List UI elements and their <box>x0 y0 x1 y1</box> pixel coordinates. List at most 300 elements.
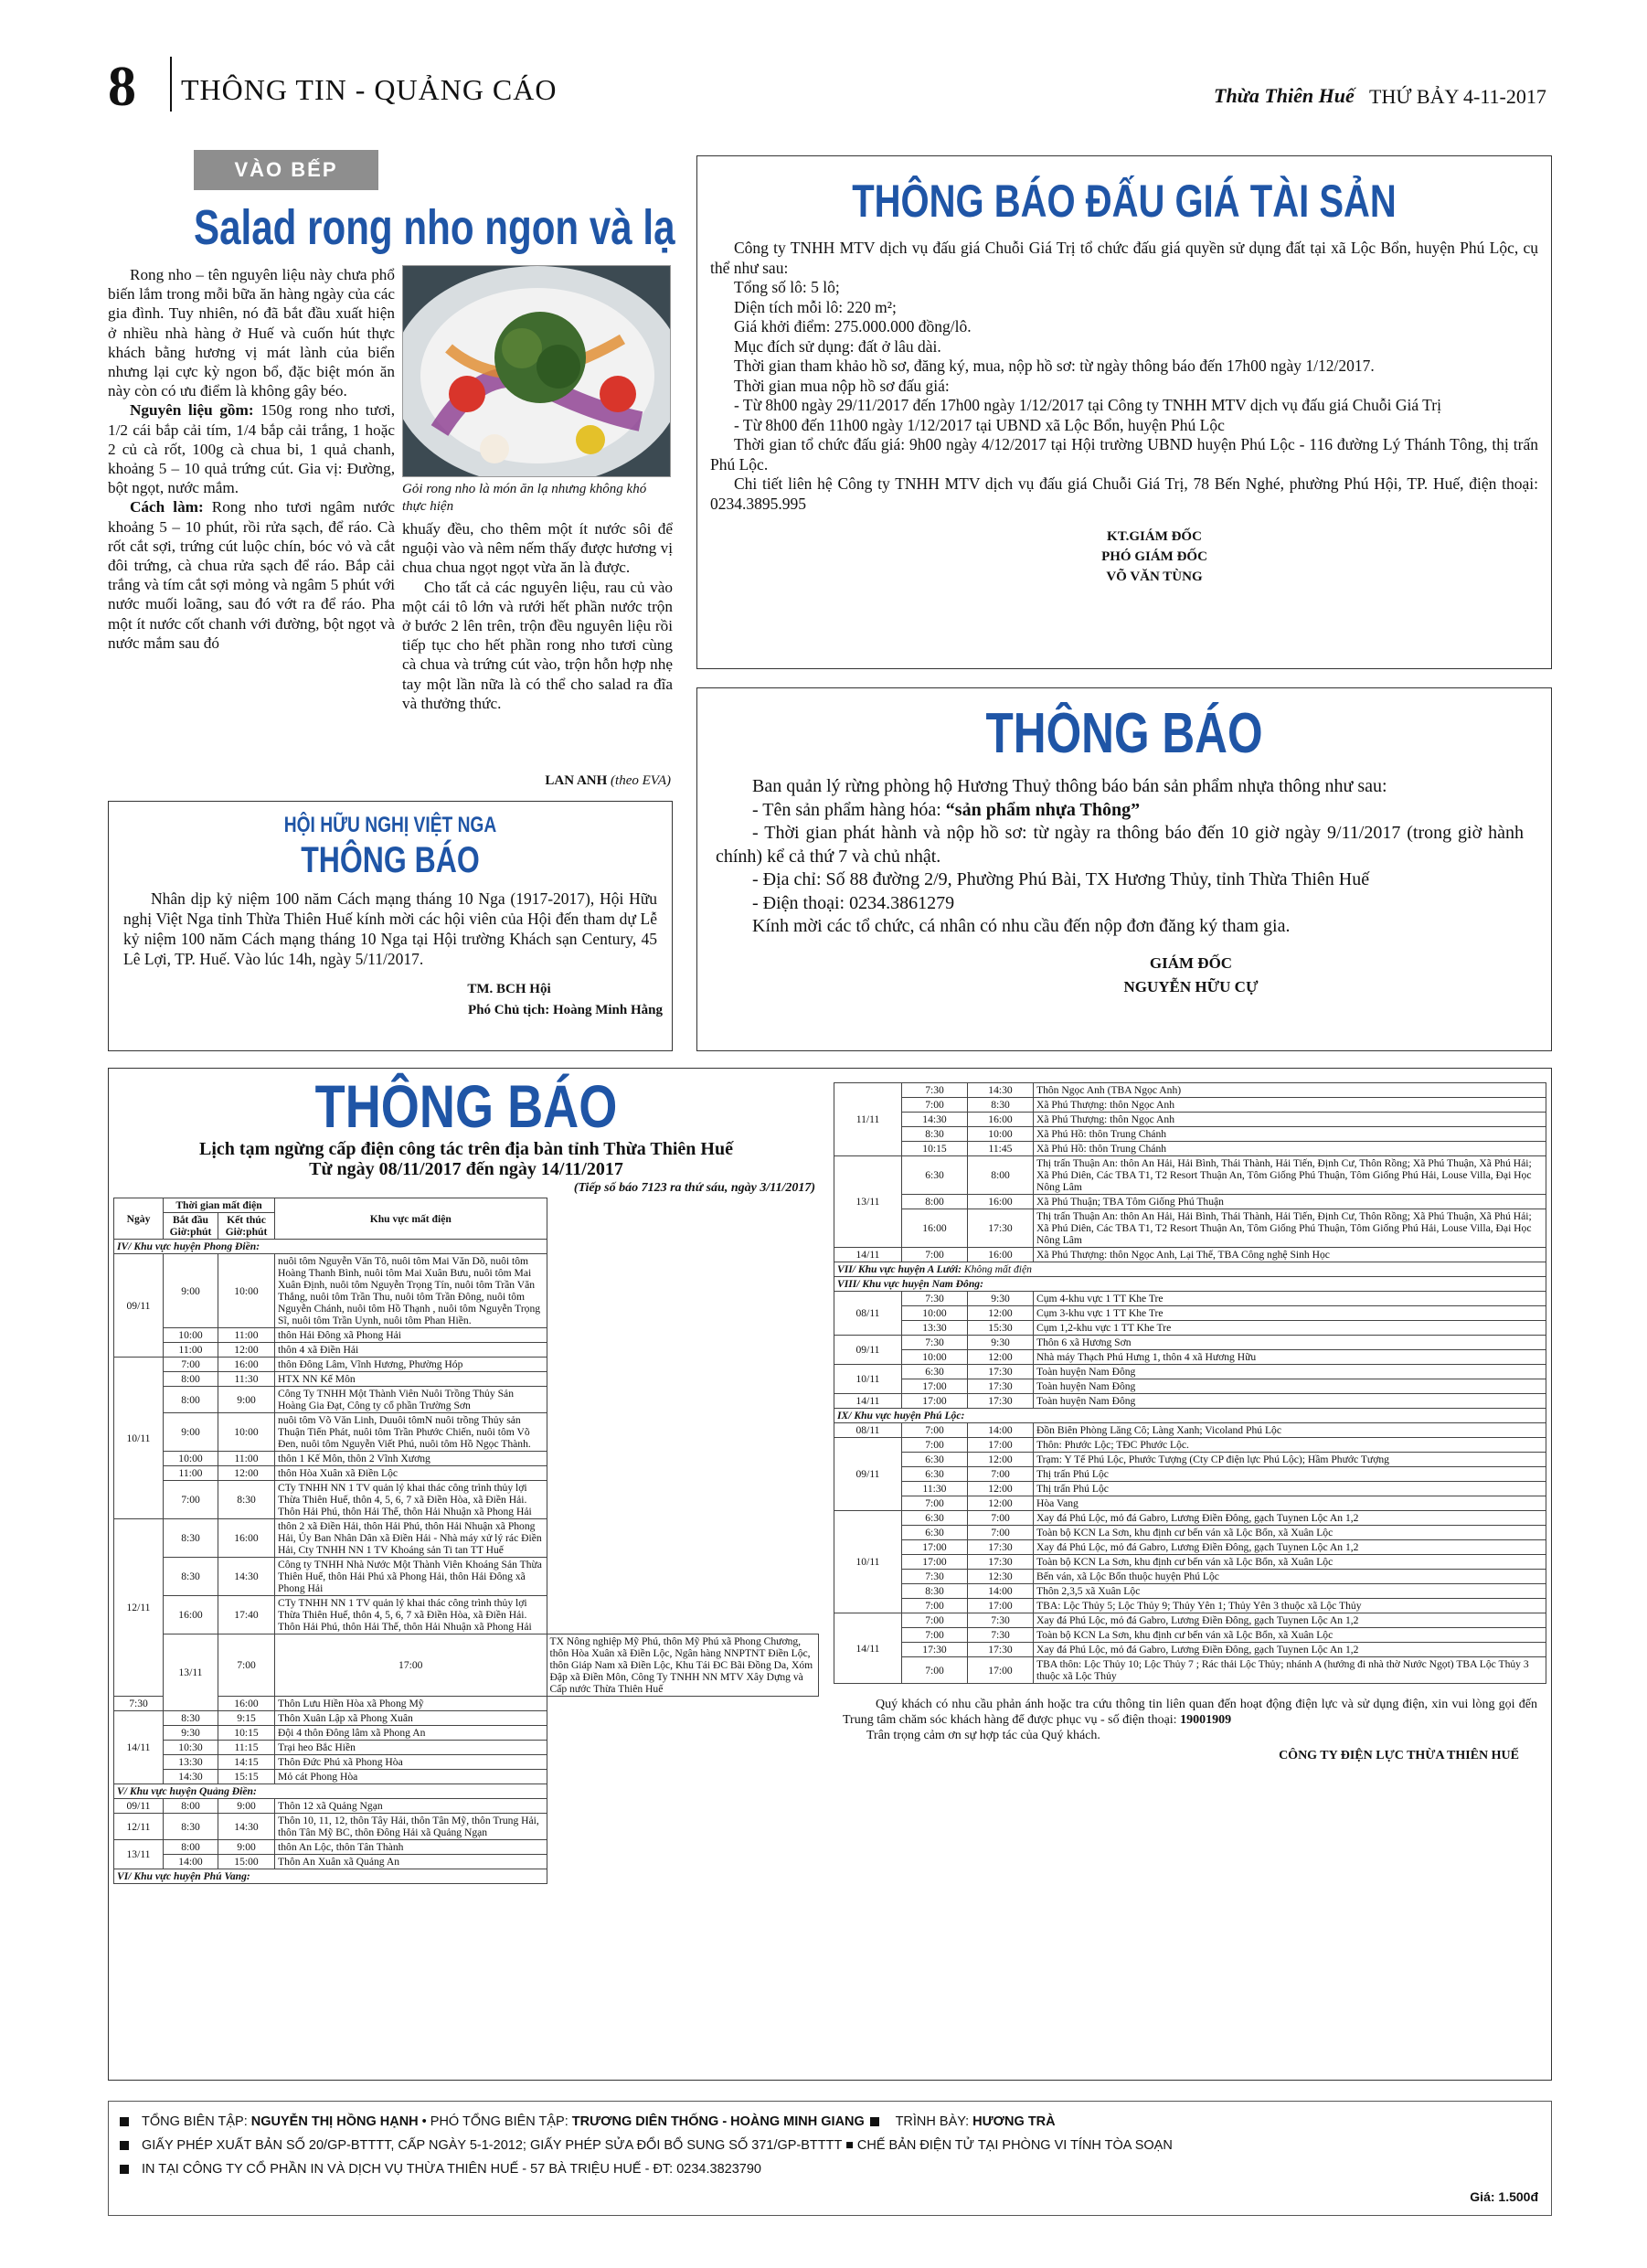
table-row <box>834 1540 1546 1555</box>
end-cell: 9:30 <box>968 1336 1034 1350</box>
start-cell: 8:30 <box>164 1711 218 1726</box>
area-cell: Xã Phú Thượng: thôn Ngọc Anh, Lại Thế, TBA Công nghệ Sinh Học <box>1034 1248 1546 1262</box>
end-cell: 10:15 <box>218 1726 275 1741</box>
table-row <box>114 1387 819 1413</box>
area-cell: thôn Hòa Xuân xã Điền Lộc <box>275 1466 547 1481</box>
auction-line: Chi tiết liên hệ Công ty TNHH MTV dịch vụ đấu giá Chuỗi Giá Trị, 78 Bến Nghé, phường Phú Hội, TP. Huế, điện thoại: 0234.3895.995 <box>710 474 1538 513</box>
end-cell: 17:30 <box>968 1394 1034 1409</box>
area-cell: Mỏ cát Phong Hòa <box>275 1770 547 1784</box>
table-row <box>834 1292 1546 1306</box>
area-cell: Toàn huyện Nam Đông <box>1034 1379 1546 1394</box>
table-row <box>834 1156 1546 1195</box>
end-cell: 11:00 <box>218 1328 275 1343</box>
power-closing: Quý khách có nhu cầu phản ánh hoặc tra cứu thông tin liên quan đến hoạt động điện lực và sử dụng điện, xin vui lòng gọi đến Trung tâm chăm sóc khách hàng để được phục vụ - số điện thoại: 19001909 <box>843 1698 1537 1727</box>
day-cell: 10/11 <box>834 1365 902 1394</box>
auction-title: THÔNG BÁO ĐẤU GIÁ TÀI SẢN <box>852 176 1397 227</box>
day-cell: 13/11 <box>114 1840 164 1869</box>
start-cell: 14:00 <box>164 1855 218 1869</box>
table-row <box>114 1452 819 1466</box>
end-cell: 9:30 <box>968 1292 1034 1306</box>
end-cell: 8:30 <box>218 1481 275 1519</box>
area-cell: thôn 2 xã Điền Hải, thôn Hải Phú, thôn Hải Nhuận xã Phong Hải, Ủy Ban Nhân Dân xã Điền Hải - Nhà máy xử lý rác Điền Hải, Cty TNHH NN 1 TV Khoáng sản Ti tan TT Huế <box>275 1519 547 1558</box>
article-continue: khuấy đều, cho thêm một ít nước sôi để nguội vào và nêm nếm thấy được hương vị chua chua ngọt ngọt vừa ăn là được. <box>402 520 673 577</box>
outage-table-right <box>834 1082 1546 1684</box>
area-cell: Công ty TNHH Nhà Nước Một Thành Viên Khoáng Sản Thừa Thiên Huế, thôn Hải Phú xã Phong Hải, thôn Hải Đông xã Phong Hải <box>275 1558 547 1596</box>
forest-notice <box>696 687 1552 1051</box>
start-cell: 8:30 <box>164 1558 218 1596</box>
region-row <box>834 1277 1546 1292</box>
day-cell: 10/11 <box>834 1511 902 1613</box>
start-cell: 7:00 <box>164 1358 218 1372</box>
end-cell: 7:00 <box>968 1467 1034 1482</box>
start-cell: 7:00 <box>902 1613 968 1628</box>
start-cell: 7:00 <box>218 1634 275 1697</box>
start-cell: 7:00 <box>902 1438 968 1453</box>
end-cell: 14:15 <box>218 1755 275 1770</box>
bullet-square-icon <box>120 2141 129 2150</box>
start-cell: 9:30 <box>164 1726 218 1741</box>
end-cell: 17:30 <box>968 1209 1034 1248</box>
end-cell: 17:00 <box>275 1634 547 1697</box>
area-cell: nuôi tôm Võ Văn Linh, Duuôi tômN nuôi trồng Thủy sản Thuận Tiến Phát, nuôi tôm Trần Phước Chiến, nuôi tôm Võ Đen, nuôi tôm Nguyễn Viết Phú, nuôi tôm Hồ Ngọc Thành. <box>275 1413 547 1452</box>
power-date-range: Từ ngày 08/11/2017 đến ngày 14/11/2017 <box>309 1159 623 1179</box>
area-cell: Toàn bộ KCN La Sơn, khu định cư bến ván xã Lộc Bổn, xã Xuân Lộc <box>1034 1526 1546 1540</box>
table-row <box>834 1394 1546 1409</box>
article-body-right <box>402 519 673 713</box>
end-cell: 9:00 <box>218 1840 275 1855</box>
table-row <box>834 1599 1546 1613</box>
area-cell: Thôn Đức Phú xã Phong Hòa <box>275 1755 547 1770</box>
start-cell: 6:30 <box>902 1511 968 1526</box>
region-label: VI/ Khu vực huyện Phú Vang: <box>114 1869 547 1884</box>
area-cell: Xã Phú Thượng: thôn Ngọc Anh <box>1034 1098 1546 1113</box>
table-row <box>834 1438 1546 1453</box>
ingredients-label: Nguyên liệu gồm: <box>130 401 254 420</box>
table-row <box>834 1321 1546 1336</box>
area-cell: thôn An Lộc, thôn Tân Thành <box>275 1840 547 1855</box>
table-row <box>114 1328 819 1343</box>
start-cell: 7:00 <box>164 1481 218 1519</box>
area-cell: Toàn bộ KCN La Sơn, khu định cư bến ván xã Lộc Bổn, xã Xuân Lộc <box>1034 1628 1546 1643</box>
end-cell: 11:45 <box>968 1142 1034 1156</box>
start-cell: 8:30 <box>164 1519 218 1558</box>
start-cell: 7:30 <box>902 1083 968 1098</box>
table-row <box>834 1613 1546 1628</box>
issue-date: THỨ BẢY 4-11-2017 <box>1369 85 1546 108</box>
end-cell: 16:00 <box>218 1519 275 1558</box>
salad-photo <box>402 265 671 477</box>
end-cell: 9:00 <box>218 1387 275 1413</box>
start-cell: 13:30 <box>164 1755 218 1770</box>
day-cell: 09/11 <box>114 1799 164 1814</box>
end-cell: 7:00 <box>968 1526 1034 1540</box>
article-intro: Rong nho – tên nguyên liệu này chưa phổ biến lắm trong mỗi bữa ăn hàng ngày của các gia đình. Tuy nhiên, nó đã bắt đầu xuất hiện ở nhiều nhà hàng ở Huế và cuốn hút thực khách bằng hương vị mát lành của biển nhưng lại cực kỳ ngon bổ, đặc biệt món ăn này còn có ưu điểm là không gây béo. <box>108 266 395 400</box>
start-cell: 7:00 <box>902 1657 968 1684</box>
table-row <box>834 1628 1546 1643</box>
day-cell: 11/11 <box>834 1083 902 1156</box>
area-cell: Thôn Ngọc Anh (TBA Ngọc Anh) <box>1034 1083 1546 1098</box>
start-cell: 17:00 <box>902 1555 968 1570</box>
start-cell: 16:00 <box>164 1596 218 1634</box>
end-cell: 8:30 <box>968 1098 1034 1113</box>
table-row <box>834 1511 1546 1526</box>
start-cell: 7:30 <box>114 1697 164 1711</box>
sign-title: TM. BCH Hội <box>467 982 551 996</box>
area-cell: Đồn Biên Phòng Lăng Cô; Làng Xanh; Vicoland Phú Lộc <box>1034 1423 1546 1438</box>
table-row <box>114 1814 819 1840</box>
region-row <box>114 1869 819 1884</box>
bullet-square-icon <box>120 2117 129 2126</box>
outage-table-left <box>113 1198 819 1884</box>
start-cell: 8:00 <box>902 1195 968 1209</box>
end-cell: 17:40 <box>218 1596 275 1634</box>
table-row <box>114 1726 819 1741</box>
forest-title: THÔNG BÁO <box>985 702 1263 765</box>
bullet-square-icon <box>870 2117 879 2126</box>
area-cell: Xay đá Phú Lộc, mỏ đá Gabro, Lương Điền Đông, gạch Tuynen Lộc An 1,2 <box>1034 1511 1546 1526</box>
start-cell: 8:00 <box>164 1799 218 1814</box>
auction-line: Mục đích sử dụng: đất ở lâu dài. <box>734 336 941 356</box>
start-cell: 8:00 <box>164 1372 218 1387</box>
region-row <box>834 1262 1546 1277</box>
area-cell: Toàn huyện Nam Đông <box>1034 1394 1546 1409</box>
end-cell: 11:00 <box>218 1452 275 1466</box>
table-row <box>834 1643 1546 1657</box>
newspaper-name: Thừa Thiên Huế <box>1214 84 1355 107</box>
area-cell: Thị trấn Thuận An: thôn An Hải, Hải Bình, Thái Thành, Hải Tiến, Định Cư, Thôn Rồng; Xã Phú Thuận, Xã Phú Hải; Xã Phú Diên, Các TBA T1, T2 Resort Thuận An, Tôm Giống Phú Thuận, Tôm Giống Phú Hải, Louse Villa, Đại Học Nông Lâm <box>1034 1209 1546 1248</box>
area-cell: Thôn 6 xã Hương Sơn <box>1034 1336 1546 1350</box>
area-cell: thôn Đông Lâm, Vĩnh Hương, Phường Hóp <box>275 1358 547 1372</box>
start-cell: 10:15 <box>902 1142 968 1156</box>
start-cell: 17:00 <box>902 1394 968 1409</box>
start-cell: 10:00 <box>164 1452 218 1466</box>
start-cell: 9:00 <box>164 1413 218 1452</box>
region-row <box>114 1784 819 1799</box>
article-body-left <box>108 265 395 653</box>
power-note: (Tiếp số báo 7123 ra thứ sáu, ngày 3/11/2017) <box>573 1181 815 1195</box>
area-cell: TBA: Lộc Thủy 5; Lộc Thủy 9; Thủy Yên 1; Thủy Yên 3 thuộc xã Lộc Thủy <box>1034 1599 1546 1613</box>
end-cell: 17:30 <box>968 1643 1034 1657</box>
area-cell: Cụm 4-khu vực 1 TT Khe Tre <box>1034 1292 1546 1306</box>
end-cell: 15:15 <box>218 1770 275 1784</box>
start-cell: 8:30 <box>164 1814 218 1840</box>
day-cell: 14/11 <box>834 1394 902 1409</box>
table-row <box>114 1770 819 1784</box>
end-cell: 14:30 <box>968 1083 1034 1098</box>
table-row <box>114 1634 819 1697</box>
start-cell: 17:00 <box>902 1540 968 1555</box>
region-label: VIII/ Khu vực huyện Nam Đông: <box>834 1277 1546 1292</box>
area-cell: Xã Phú Hồ: thôn Trung Chánh <box>1034 1142 1546 1156</box>
region-label: IX/ Khu vực huyện Phú Lộc: <box>834 1409 1546 1423</box>
photo-caption: Gỏi rong nho là món ăn lạ nhưng không khó thực hiện <box>402 482 647 514</box>
area-cell: Hòa Vang <box>1034 1496 1546 1511</box>
start-cell: 7:30 <box>902 1292 968 1306</box>
start-cell: 7:00 <box>902 1496 968 1511</box>
end-cell: 17:30 <box>968 1379 1034 1394</box>
end-cell: 12:00 <box>968 1496 1034 1511</box>
end-cell: 16:00 <box>968 1113 1034 1127</box>
table-row <box>114 1855 819 1869</box>
viet-nga-notice <box>108 801 673 1051</box>
end-cell: 14:30 <box>218 1558 275 1596</box>
start-cell: 6:30 <box>902 1365 968 1379</box>
table-row <box>834 1584 1546 1599</box>
area-cell: Thôn: Phước Lộc; TĐC Phước Lộc. <box>1034 1438 1546 1453</box>
start-cell: 7:00 <box>902 1599 968 1613</box>
area-cell: Xay đá Phú Lộc, mỏ đá Gabro, Lương Điền Đông, gạch Tuynen Lộc An 1,2 <box>1034 1613 1546 1628</box>
start-cell: 14:30 <box>902 1113 968 1127</box>
area-cell: CTy TNHH NN 1 TV quản lý khai thác công trình thủy lợi Thừa Thiên Huế, thôn 4, 5, 6, 7 xã Điền Hòa, xã Điền Hải. Thôn Hải Phú, thôn Hải Thế, thôn Hải Nhuận xã Phong Hải <box>275 1596 547 1634</box>
area-cell: Thị trấn Phú Lộc <box>1034 1482 1546 1496</box>
area-cell: Xã Phú Hồ: thôn Trung Chánh <box>1034 1127 1546 1142</box>
area-cell: Bến ván, xã Lộc Bổn thuộc huyện Phú Lộc <box>1034 1570 1546 1584</box>
table-row <box>834 1453 1546 1467</box>
start-cell: 6:30 <box>902 1453 968 1467</box>
area-cell: Xay đá Phú Lộc, mỏ đá Gabro, Lương Điền Đông, gạch Tuynen Lộc An 1,2 <box>1034 1643 1546 1657</box>
start-cell: 9:00 <box>164 1254 218 1328</box>
start-cell: 10:30 <box>164 1741 218 1755</box>
region-row <box>114 1240 819 1254</box>
table-row <box>834 1423 1546 1438</box>
area-cell: thôn 1 Kế Môn, thôn 2 Vĩnh Xương <box>275 1452 547 1466</box>
start-cell: 7:00 <box>902 1098 968 1113</box>
table-row <box>114 1711 819 1726</box>
header-divider <box>170 57 172 112</box>
area-cell: Trạm: Y Tế Phú Lộc, Phước Tượng (Cty CP điện lực Phú Lộc); Hầm Phước Tượng <box>1034 1453 1546 1467</box>
area-cell: Toàn huyện Nam Đông <box>1034 1365 1546 1379</box>
area-cell: Đội 4 thôn Đông lâm xã Phong An <box>275 1726 547 1741</box>
article-title: Salad rong nho ngon và lạ <box>194 200 675 255</box>
area-cell: Cụm 1,2-khu vực 1 TT Khe Tre <box>1034 1321 1546 1336</box>
method-label: Cách làm: <box>130 498 204 516</box>
start-cell: 10:00 <box>902 1350 968 1365</box>
start-cell: 6:30 <box>902 1526 968 1540</box>
table-row <box>834 1496 1546 1511</box>
forest-signature: GIÁM ĐỐC NGUYỄN HỮU CỰ <box>1123 953 1259 996</box>
auction-body <box>697 228 1551 514</box>
end-cell: 11:15 <box>218 1741 275 1755</box>
day-cell: 13/11 <box>164 1634 218 1711</box>
start-cell: 17:30 <box>902 1643 968 1657</box>
table-row <box>114 1519 819 1558</box>
day-cell: 09/11 <box>114 1254 164 1358</box>
end-cell: 7:30 <box>968 1628 1034 1643</box>
section-title: THÔNG TIN - QUẢNG CÁO <box>181 73 558 106</box>
end-cell: 17:00 <box>968 1438 1034 1453</box>
day-cell: 09/11 <box>834 1438 902 1511</box>
end-cell: 16:00 <box>968 1195 1034 1209</box>
table-row <box>834 1555 1546 1570</box>
day-cell: 08/11 <box>834 1292 902 1336</box>
power-company: CÔNG TY ĐIỆN LỰC THỪA THIÊN HUẾ <box>1279 1749 1519 1762</box>
area-cell: thôn 4 xã Điền Hải <box>275 1343 547 1358</box>
table-row <box>834 1379 1546 1394</box>
price-tag: Giá: 1.500đ <box>1470 2189 1538 2204</box>
day-cell: 14/11 <box>834 1613 902 1684</box>
table-row <box>114 1840 819 1855</box>
auction-line: Giá khởi điểm: 275.000.000 đồng/lô. <box>734 317 972 335</box>
table-row <box>834 1570 1546 1584</box>
end-cell: 17:00 <box>968 1657 1034 1684</box>
day-cell: 10/11 <box>114 1358 164 1519</box>
auction-line: Thời gian tổ chức đấu giá: 9h00 ngày 4/12/2017 tại Hội trường UBND huyện Phú Lộc - 116 đường Lý Thánh Tông, thị trấn Phú Lộc. <box>710 435 1538 474</box>
end-cell: 16:00 <box>218 1697 275 1711</box>
auction-line: Tổng số lô: 5 lô; <box>734 278 840 296</box>
start-cell: 7:00 <box>902 1248 968 1262</box>
area-cell: TX Nông nghiệp Mỹ Phú, thôn Mỹ Phú xã Phong Chương, thôn Hòa Xuân xã Điền Lộc, Ngân hàng NNPTNT Điền Lộc, thôn Giáp Nam xã Điền Lộc, Khu Tái ĐC Bãi Đồng Da, Xóm Đập xã Điền Môn, Công Ty TNHH NN MTV Xây Dựng và Cấp nước Thừa Thiên Huế <box>547 1634 819 1697</box>
day-cell: 14/11 <box>114 1711 164 1784</box>
end-cell: 12:00 <box>968 1453 1034 1467</box>
end-cell: 17:30 <box>968 1555 1034 1570</box>
table-row <box>114 1413 819 1452</box>
table-row <box>834 1195 1546 1209</box>
day-cell: 14/11 <box>834 1248 902 1262</box>
area-cell: nuôi tôm Nguyễn Văn Tô, nuôi tôm Mai Văn Dõ, nuôi tôm Hoàng Thanh Bình, nuôi tôm Mai Xuân Bưu, nuôi tôm Mai Xuân Định, nuôi tôm Nguyễn Trọng Tín, nuôi tôm Trần Văn Thắng, nuôi tôm Trần Thu, nuôi tôm Trần Đông, nuôi tôm Nguyễn Chánh, nuôi tôm Hồ Thạnh , nuôi tôm Nguyễn Trọng Sĩ, nuôi tôm Trần Uynh, nuôi tôm Phan Hiền. <box>275 1254 547 1328</box>
start-cell: 8:00 <box>164 1387 218 1413</box>
area-cell: CTy TNHH NN 1 TV quản lý khai thác công trình thủy lợi Thừa Thiên Huế, thôn 4, 5, 6, 7 xã Điền Hòa, xã Điền Hải. Thôn Hải Phú, thôn Hải Thế, thôn Hải Nhuận xã Phong Hải <box>275 1481 547 1519</box>
table-row <box>114 1254 819 1328</box>
start-cell: 17:00 <box>902 1379 968 1394</box>
table-row <box>834 1127 1546 1142</box>
area-cell: Xay đá Phú Lộc, mỏ đá Gabro, Lương Điền Đông, gạch Tuynen Lộc An 1,2 <box>1034 1540 1546 1555</box>
notice-title: THÔNG BÁO <box>301 840 480 880</box>
end-cell: 12:00 <box>218 1343 275 1358</box>
start-cell: 7:30 <box>902 1570 968 1584</box>
table-row <box>834 1365 1546 1379</box>
start-cell: 6:30 <box>902 1156 968 1195</box>
end-cell: 15:00 <box>218 1855 275 1869</box>
end-cell: 12:00 <box>968 1306 1034 1321</box>
table-row <box>834 1142 1546 1156</box>
end-cell: 10:00 <box>218 1413 275 1452</box>
end-cell: 14:00 <box>968 1584 1034 1599</box>
table-row <box>114 1358 819 1372</box>
table-row <box>834 1336 1546 1350</box>
area-cell: Thôn 10, 11, 12, thôn Tây Hải, thôn Tân Mỹ, thôn Trung Hải, thôn Tân Mỹ BC, thôn Đông Hải xã Quảng Ngạn <box>275 1814 547 1840</box>
end-cell: 16:00 <box>968 1248 1034 1262</box>
auction-line: - Từ 8h00 ngày 29/11/2017 đến 17h00 ngày 1/12/2017 tại Công ty TNHH MTV dịch vụ đấu giá Chuỗi Giá Trị <box>734 396 1441 414</box>
col-end: Kết thúc Giờ:phút <box>218 1213 275 1240</box>
area-cell: Thôn Lưu Hiền Hòa xã Phong Mỹ <box>275 1697 547 1711</box>
auction-line: Thời gian mua nộp hồ sơ đấu giá: <box>734 376 950 395</box>
power-title: THÔNG BÁO <box>314 1072 618 1140</box>
col-time: Thời gian mất điện <box>164 1198 275 1213</box>
end-cell: 11:30 <box>218 1372 275 1387</box>
start-cell: 7:30 <box>902 1336 968 1350</box>
auction-signature: KT.GIÁM ĐỐC PHÓ GIÁM ĐỐC VÕ VĂN TÙNG <box>1101 529 1207 584</box>
table-row <box>114 1466 819 1481</box>
table-row <box>114 1481 819 1519</box>
area-cell: TBA thôn: Lộc Thủy 10; Lộc Thủy 7 ; Rác thải Lộc Thủy; nhánh A (hướng đi nhà thờ Nước Ngọt) TBA Lộc Thủy 3 thuộc xã Lộc Thủy <box>1034 1657 1546 1684</box>
start-cell: 8:30 <box>902 1584 968 1599</box>
end-cell: 7:30 <box>968 1613 1034 1628</box>
start-cell: 16:00 <box>902 1209 968 1248</box>
power-thanks: Trân trọng cảm ơn sự hợp tác của Quý khách. <box>866 1729 1100 1742</box>
start-cell: 14:30 <box>164 1770 218 1784</box>
sign-name: Phó Chủ tịch: Hoàng Minh Hằng <box>468 1003 663 1017</box>
area-cell: Công Ty TNHH Một Thành Viên Nuôi Trồng Thủy Sản Hoàng Gia Đạt, Công ty cổ phần Trường Sơn <box>275 1387 547 1413</box>
area-cell: thôn Hải Đông xã Phong Hải <box>275 1328 547 1343</box>
auction-notice <box>696 155 1552 669</box>
start-cell: 8:30 <box>902 1127 968 1142</box>
area-cell: Trại heo Bắc Hiền <box>275 1741 547 1755</box>
start-cell: 11:00 <box>164 1466 218 1481</box>
area-cell: Thôn An Xuân xã Quảng An <box>275 1855 547 1869</box>
table-row <box>114 1343 819 1358</box>
end-cell: 16:00 <box>218 1358 275 1372</box>
kicker-badge: VÀO BẾP <box>194 150 378 190</box>
table-row <box>834 1467 1546 1482</box>
area-cell: HTX NN Kế Môn <box>275 1372 547 1387</box>
region-label: V/ Khu vực huyện Quảng Điền: <box>114 1784 547 1799</box>
start-cell: 13:30 <box>902 1321 968 1336</box>
day-cell: 12/11 <box>114 1814 164 1840</box>
end-cell: 15:30 <box>968 1321 1034 1336</box>
end-cell: 12:30 <box>968 1570 1034 1584</box>
start-cell: 7:00 <box>902 1628 968 1643</box>
end-cell: 8:00 <box>968 1156 1034 1195</box>
auction-line: Thời gian tham khảo hồ sơ, đăng ký, mua, nộp hồ sơ: từ ngày thông báo đến 17h00 ngày 1/12/2017. <box>734 357 1375 375</box>
col-area: Khu vực mất điện <box>275 1198 547 1240</box>
table-row <box>834 1248 1546 1262</box>
article-final: Cho tất cả các nguyên liệu, rau củ vào một cái tô lớn và rưới hết phần nước trộn ở bước 2 lên trên, trộn đều nguyên liệu rồi tiếp tục cho hết phần rong nho tươi cùng cà chua và trứng cút vào, trộn hỗn hợp nhẹ tay một lần nữa là có thể cho salad ra đĩa và thưởng thức. <box>402 578 673 712</box>
table-row <box>114 1596 819 1634</box>
power-left-column <box>113 1073 819 1884</box>
table-row <box>834 1083 1546 1098</box>
start-cell: 6:30 <box>902 1467 968 1482</box>
region-label: VII/ Khu vực huyện A Lưới: Không mất điện <box>834 1262 1546 1277</box>
org-name: HỘI HỮU NGHỊ VIỆT NGA <box>283 813 497 837</box>
auction-line: Diện tích mỗi lô: 220 m²; <box>734 297 897 316</box>
table-row <box>834 1098 1546 1113</box>
power-subtitle: Lịch tạm ngừng cấp điện công tác trên địa bàn tỉnh Thừa Thiên Huế <box>199 1139 733 1159</box>
masthead-footer: TỔNG BIÊN TẬP: NGUYỄN THỊ HỒNG HẠNH • PHÓ TỔNG BIÊN TẬP: TRƯƠNG DIÊN THỐNG - HOÀNG MINH GIANG TRÌNH BÀY: HƯƠNG TRÀ GIẤY PHÉP XUẤT BẢN SỐ 20/GP-BTTTT, CẤP NGÀY 5-1-2012; GIẤY PHÉP SỬA ĐỔI BỔ SUNG SỐ 371/GP-BTTTT ■ CHẾ BẢN ĐIỆN TỬ TẠI PHÒNG VI TÍNH TÒA SOẠN IN TẠI CÔNG TY CỔ PHẦN IN VÀ DỊCH VỤ THỪA THIÊN HUẾ - 57 BÀ TRIỆU HUẾ - ĐT: 0234.3823790 Giá: 1.500đ <box>108 2101 1552 2216</box>
area-cell: Toàn bộ KCN La Sơn, khu định cư bến ván xã Lộc Bổn, xã Xuân Lộc <box>1034 1555 1546 1570</box>
page-number: 8 <box>108 56 136 118</box>
table-row <box>834 1306 1546 1321</box>
forest-body: Ban quản lý rừng phòng hộ Hương Thuỷ thông báo bán sản phẩm nhựa thông như sau: - Tên sản phẩm hàng hóa: “sản phẩm nhựa Thông” - Thời gian phát hành và nộp hồ sơ: từ ngày ra thông báo đến 10 giờ ngày 9/11/2017 (trong giờ hành chính) kể cả thứ 7 và chủ nhật. - Địa chỉ: Số 88 đường 2/9, Phường Phú Bài, TX Hương Thủy, tỉnh Thừa Thiên Huế - Điện thoại: 0234.3861279 Kính mời các tổ chức, cá nhân có nhu cầu đến nộp đơn đăng ký tham gia. <box>716 776 1524 936</box>
table-row <box>834 1526 1546 1540</box>
table-row <box>834 1482 1546 1496</box>
day-cell: 09/11 <box>834 1336 902 1365</box>
end-cell: 10:00 <box>968 1127 1034 1142</box>
method: Cách làm: Rong nho tươi ngâm nước khoảng 5 – 10 phút, rồi rửa sạch, để ráo. Cà rốt cắt sợi, trứng cút luộc chín, bóc vỏ và cắt đôi trứng, cà chua rửa sạch để ráo. Bắp cải trắng và tím cắt sợi mỏng và ngâm 5 phút với nước muối loãng, sau đó vớt ra để ráo. Pha một ít nước cốt chanh với đường, bột ngọt và nước mắm sau đó <box>108 498 395 652</box>
area-cell: Thôn 2,3,5 xã Xuân Lộc <box>1034 1584 1546 1599</box>
table-row <box>834 1209 1546 1248</box>
end-cell: 14:00 <box>968 1423 1034 1438</box>
end-cell: 17:30 <box>968 1365 1034 1379</box>
end-cell: 12:00 <box>218 1466 275 1481</box>
region-label: IV/ Khu vực huyện Phong Điền: <box>114 1240 547 1254</box>
start-cell: 7:00 <box>902 1423 968 1438</box>
table-row <box>114 1799 819 1814</box>
area-cell: Nhà máy Thạch Phú Hưng 1, thôn 4 xã Hương Hữu <box>1034 1350 1546 1365</box>
end-cell: 9:15 <box>218 1711 275 1726</box>
area-cell: Xã Phú Thuận; TBA Tôm Giống Phú Thuận <box>1034 1195 1546 1209</box>
end-cell: 12:00 <box>968 1482 1034 1496</box>
end-cell: 10:00 <box>218 1254 275 1328</box>
ingredients: Nguyên liệu gồm: 150g rong nho tươi, 1/2 cái bắp cải tím, 1/4 bắp cải trắng, 1 hoặc 2 củ cà rốt, 100g cà chua bi, 1 quả chanh, khoảng 5 – 10 quả trứng cút. Gia vị: Đường, bột ngọt, nước mắm. <box>108 401 396 497</box>
end-cell: 17:00 <box>968 1599 1034 1613</box>
end-cell: 9:00 <box>218 1799 275 1814</box>
start-cell: 10:00 <box>902 1306 968 1321</box>
table-row <box>834 1350 1546 1365</box>
table-row <box>114 1372 819 1387</box>
area-cell: Thị trấn Thuận An: thôn An Hải, Hải Bình, Thái Thành, Hải Tiến, Định Cư, Thôn Rồng; Xã Phú Thuận, Xã Phú Hải; Xã Phú Diên, Các TBA T1, T2 Resort Thuận An, Tôm Giống Phú Thuận, Tôm Giống Phú Hải, Louse Villa, Đại Học Nông Lâm <box>1034 1156 1546 1195</box>
notice-body: Nhân dịp kỷ niệm 100 năm Cách mạng tháng 10 Nga (1917-2017), Hội Hữu nghị Việt Nga tỉnh Thừa Thiên Huế kính mời các hội viên của Hội đến tham dự Lễ kỷ niệm 100 năm Cách mạng tháng 10 Nga tại Hội trường Khách sạn Century, 45 Lê Lợi, TP. Huế. Vào lúc 14h, ngày 5/11/2017. <box>123 889 657 968</box>
area-cell: Xã Phú Thượng: thôn Ngọc Anh <box>1034 1113 1546 1127</box>
